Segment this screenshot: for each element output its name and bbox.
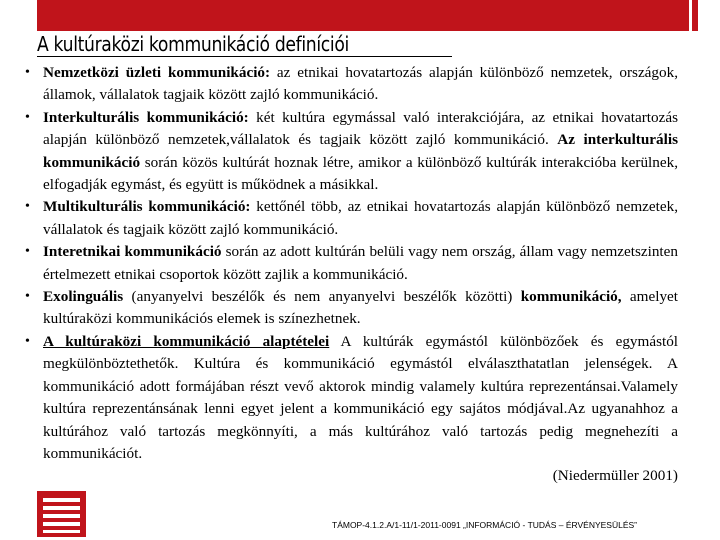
item-text-part: során az adott kultúrán belüli vagy nem ország, állam vagy nemzetszinten értelmezett etnikai csoportok között zajlik a kommunikáció. [43, 243, 678, 283]
title-underline [37, 56, 452, 57]
item-text-part: Az interkulturális kommunikáció [43, 131, 678, 171]
definitions-list [23, 62, 678, 488]
bullet-icon: • [25, 65, 30, 80]
list-item [23, 107, 678, 197]
list-item [23, 62, 678, 107]
page-title: A kultúraközi kommunikáció definíciói [37, 32, 349, 56]
bullet-icon: • [25, 199, 30, 215]
building-logo-icon [37, 491, 86, 537]
item-text-part: (anyanyelvi beszélők és nem anyanyelvi beszélők közötti) [123, 288, 521, 306]
item-text-part: Interkulturális kommunikáció: [43, 108, 249, 126]
bullet-icon: • [25, 289, 30, 305]
bullet-icon: • [25, 109, 30, 125]
footer-project-code: TÁMOP-4.1.2.A/1-11/1-2011-0091 „INFORMÁCIÓ - TUDÁS – ÉRVÉNYESÜLÉS” [332, 520, 637, 530]
list-item [23, 331, 678, 465]
item-text-part: A kultúraközi kommunikáció alaptételei [43, 332, 330, 350]
item-text-part: során közös kultúrát hoznak létre, amikor a különböző kultúrák interakcióba kerülnek, elfogadják egymást, és együtt is működnek a másikkal. [43, 153, 678, 194]
item-text-part: Exolinguális [43, 288, 124, 306]
list-item [23, 241, 678, 286]
bullet-icon: • [25, 244, 30, 260]
item-text-part: A kultúrák egymástól különbözőek és egymástól megkülönböztethetők. Kultúra és kommunikáció egymástól elválaszthatatlan jelenségek. A kommunikáció adott formájában részt vevő aktorok mindig valamely kultúra reprezentánsai.Valamely kultúra reprezentánsának lenni egyet jelent a kommunikáció egy sajátos módjával.Az ugyanahhoz a kultúrához való tartozás megkönnyíti, a más kultúrához való tartozás pedig megnehezíti a kommunikációt. [43, 332, 679, 462]
item-text-part: Multikulturális kommunikáció: [43, 198, 251, 216]
list-item [23, 286, 678, 331]
header-accent-bar [37, 0, 689, 31]
item-text-part: kettőnél több, az etnikai hovatartozás alapján különböző nemzetek, vállalatok és tagjaik között zajló kommunikáció. [43, 198, 678, 238]
item-text-part: Nemzetközi üzleti kommunikáció: [43, 64, 271, 81]
bullet-icon: • [25, 333, 30, 349]
item-text-part: az etnikai hovatartozás alapján különböző nemzetek, országok, államok, vállalatok tagjaik között zajló kommunikáció. [43, 64, 679, 104]
list-item [23, 196, 678, 241]
item-text-part: két kultúra egymással való interakciójára, az etnikai hovatartozás alapján különböző nemzetek,vállalatok és tagjaik között zajló kommunikáció. [43, 108, 678, 149]
header-accent-bar-end [692, 0, 698, 31]
citation: (Niedermüller 2001) [552, 467, 678, 485]
item-text-part: Interetnikai kommunikáció [43, 243, 222, 261]
item-text-part: amelyet kultúraközi kommunikációs elemek is színezhetnek. [43, 288, 678, 328]
item-text-part: kommunikáció, [520, 288, 622, 306]
